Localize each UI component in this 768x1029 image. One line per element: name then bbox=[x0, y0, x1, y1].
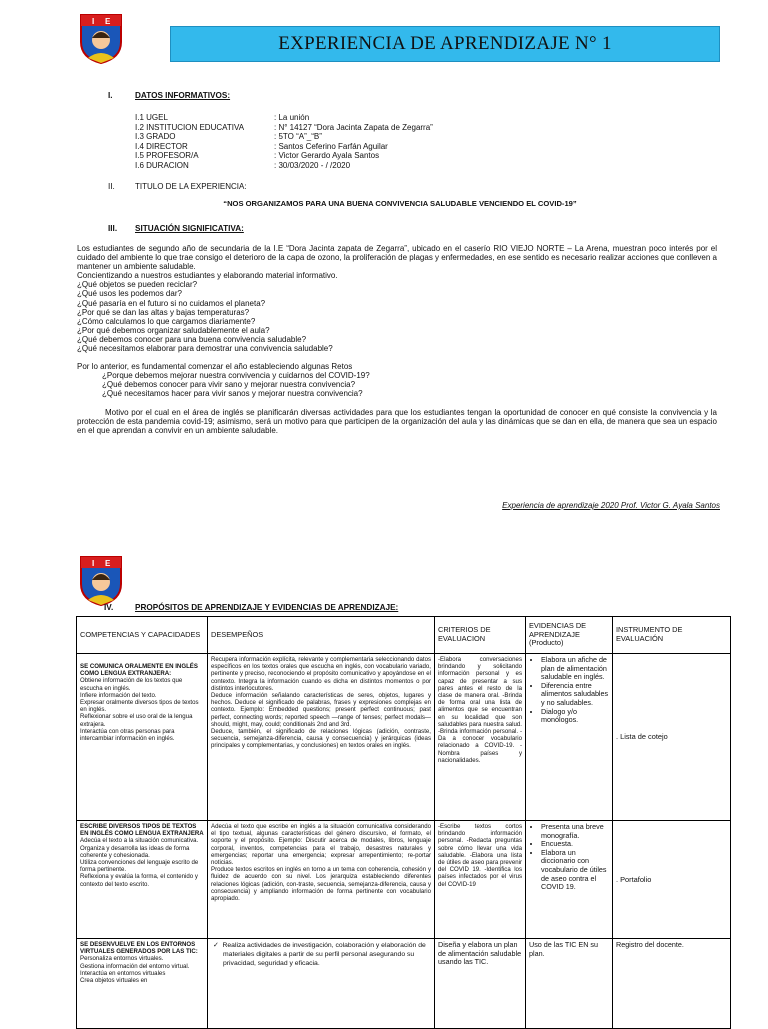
section-number: I. bbox=[108, 91, 113, 100]
evidencias-cell: Uso de las TIC EN su plan. bbox=[526, 939, 613, 1029]
desempenos-cell: Adecúa el texto que escribe en inglés a la situación comunicativa considerando el tipo textual, algunas características del género discursivo, el formato, el soporte y el propósito. Ejemplo: Discutir acerca de modales, libros, lenguaje corporal, inventos, competencias para el trabajo, desastres naturales y emergencias; reportar una emergencia; expresar arrepentimiento; re-portar noticias. Produce textos escritos en inglés en torno a un tema con coherencia, cohesión y fluidez de acuerdo con su nivel. Los jerarquiza estableciendo diferentes relaciones lógicas (adición, con-traste, secuencia, semejanza-diferencia, causa y consecuencia) y ampliando información de forma pertinente con vocabulario apropiado. bbox=[208, 821, 435, 939]
table-header-row bbox=[77, 617, 731, 654]
footer-credit: Experiencia de aprendizaje 2020 Prof. Victor G. Ayala Santos bbox=[502, 501, 720, 510]
criterios-cell: Diseña y elabora un plan de alimentación saludable usando las TIC. bbox=[435, 939, 526, 1029]
instrumento-cell: . Lista de cotejo bbox=[613, 654, 731, 821]
competence-cell: ESCRIBE DIVERSOS TIPOS DE TEXTOS EN INGLÉS COMO LENGUA EXTRANJERA Adecúa el texto a la situación comunicativa. Organiza y desarrolla las ideas de forma coherente y cohesionada. Utiliza convenciones del lenguaje escrito de forma pertinente. Reflexiona y evalúa la forma, el contenido y contexto del texto escrito. bbox=[77, 821, 208, 939]
situation-body bbox=[77, 244, 717, 435]
column-header: EVIDENCIAS DE APRENDIZAJE (Producto) bbox=[526, 617, 613, 654]
table-row bbox=[77, 654, 731, 821]
section-title-propositos: PROPÓSITOS DE APRENDIZAJE Y EVIDENCIAS DE APRENDIZAJE: bbox=[135, 603, 399, 612]
desempenos-cell: ✓ Realiza actividades de investigación, colaboración y elaboración de materiales digitales a partir de su perfil personal asegurando su privacidad, seguridad y eficacia. bbox=[208, 939, 435, 1029]
column-header: COMPETENCIAS Y CAPACIDADES bbox=[77, 617, 208, 654]
page-title: EXPERIENCIA DE APRENDIZAJE N° 1 bbox=[170, 26, 720, 62]
table-row bbox=[77, 821, 731, 939]
column-header: DESEMPEÑOS bbox=[208, 617, 435, 654]
column-header: CRITERIOS DE EVALUACION bbox=[435, 617, 526, 654]
situation-line: Concientizando a nuestros estudiantes y elaborando material informativo. bbox=[77, 271, 338, 281]
competence-cell: SE COMUNICA ORALMENTE EN INGLÉS COMO LENGUA EXTRANJERA: Obtiene información de los textos que escucha en inglés. Infiere información del texto. Expresar oralmente diversos tipos de textos en inglés. Reflexionar sobre el uso oral de la lengua extrajera. Interactúa con otras personas para intercambiar información en inglés. bbox=[77, 654, 208, 821]
info-row: I.3 GRADO : 5TO “A”_“B” bbox=[135, 132, 322, 142]
situation-question: ¿Qué pasaría en el futuro si no cuidamos el planeta? bbox=[77, 298, 266, 308]
reto: ¿Qué necesitamos hacer para vivir sanos y mejorar nuestra convivencia? bbox=[102, 389, 363, 399]
table-row bbox=[77, 939, 731, 1029]
situation-intro: Los estudiantes de segundo año de secundaria de la I.E “Dora Jacinta zapata de Zegarra”, ubicado en el caserío RIO VIEJO NORTE – La Arena, muestran poco interés por el cuidado del ambiente lo que trae consigo el deterioro de la capa de ozono, la proliferación de plagas y enfermedades, en ese sentido es necesario realizar acciones que conlleven a mantener un ambiente saludable. bbox=[77, 244, 717, 272]
svg-text:E: E bbox=[105, 559, 111, 568]
experience-title: “NOS ORGANIZAMOS PARA UNA BUENA CONVIVENCIA SALUDABLE VENCIENDO EL COVID-19” bbox=[223, 199, 577, 208]
retos-intro: Por lo anterior, es fundamental comenzar el año estableciendo algunas Retos bbox=[77, 362, 353, 372]
info-row: I.5 PROFESOR/A : Victor Gerardo Ayala Santos bbox=[135, 151, 380, 161]
motivo-paragraph: Motivo por el cual en el área de inglés se planificarán diversas actividades para que los estudiantes tengan la oportunidad de conocer en qué consiste la convivencia y la protección de esta pandemia covid-19; asimismo, será un motivo para que participen de la organización del aula y las dinámicas que se dan en ella, de manera que sea un espacio en el que aprendan a convivir en un ambiente saludable. bbox=[77, 407, 717, 435]
section-title-situacion: SITUACIÓN SIGNIFICATIVA: bbox=[135, 224, 244, 233]
info-list bbox=[135, 113, 495, 171]
evidencias-cell: • Elabora un afiche de plan de alimentación saludable en inglés. • Diferencia entre alimentos saludables y no saludables. • Dialogo y/o monólogos. bbox=[526, 654, 613, 821]
situation-question: ¿Cómo calculamos lo que cargamos diariamente? bbox=[77, 316, 256, 326]
situation-question: ¿Qué objetos se pueden reciclar? bbox=[77, 280, 198, 290]
reto: ¿Porque debemos mejorar nuestra convivencia y cuidarnos del COVID-19? bbox=[102, 371, 370, 381]
criterios-cell: -Elabora conversaciones brindando y solicitando información personal y es capaz de presentar a sus pares antes el resto de la clase de manera oral. -Brinda de forma oral una lista de alimentos que se encuentran en su localidad que son saludables para nuestra salud. -Brinda información personal. -Da a conocer vocabulario relacionado a COVID-19. -Nombra países y nacionalidades. bbox=[435, 654, 526, 821]
criterios-cell: -Escribe textos cortos brindando información personal. -Redacta preguntas sobre cómo llevar una vida saludable. -Elabora una lista de útiles de aseo para prevenir del COVID 19. -Identifica los países infectados por el virus del COVID-19 bbox=[435, 821, 526, 939]
section-number: III. bbox=[108, 224, 118, 233]
situation-question: ¿Qué debemos conocer para una buena convivencia saludable? bbox=[77, 334, 307, 344]
info-row: I.1 UGEL : La unión bbox=[135, 113, 310, 122]
checkmark-icon: ✓ bbox=[213, 942, 223, 949]
situation-question: ¿Qué usos les podemos dar? bbox=[77, 289, 182, 299]
school-logo bbox=[78, 554, 124, 606]
instrumento-cell: Registro del docente. bbox=[613, 939, 731, 1029]
svg-text:I: I bbox=[92, 559, 95, 568]
situation-question: ¿Por qué debemos organizar saludablemente el aula? bbox=[77, 325, 270, 335]
svg-text:I: I bbox=[92, 17, 95, 26]
school-logo bbox=[78, 12, 124, 64]
reto: ¿Qué debemos conocer para vivir sano y mejorar nuestra convivencia? bbox=[102, 380, 356, 390]
situation-question: ¿Qué necesitamos elaborar para demostrar una convivencia saludable? bbox=[77, 344, 333, 354]
section-title-titulo: TITULO DE LA EXPERIENCIA: bbox=[135, 182, 247, 191]
purposes-table bbox=[76, 616, 731, 1029]
column-header: INSTRUMENTO DE EVALUACIÓN bbox=[613, 617, 731, 654]
svg-text:E: E bbox=[105, 17, 111, 26]
competence-cell: SE DESENVUELVE EN LOS ENTORNOS VIRTUALES GENERADOS POR LAS TIC: Personaliza entornos virtuales. Gestiona información del entorno virtual. Interactúa en entornos virtuales Crea objetos virtuales en bbox=[77, 939, 208, 1029]
info-row: I.4 DIRECTOR : Santos Ceferino Farfán Aguilar bbox=[135, 141, 388, 151]
info-row: I.6 DURACION : 30/03/2020 - / /2020 bbox=[135, 160, 351, 170]
instrumento-cell: . Portafolio bbox=[613, 821, 731, 939]
situation-question: ¿Por qué se dan las altas y bajas temperaturas? bbox=[77, 307, 250, 317]
section-number: IV. bbox=[104, 603, 114, 612]
info-row: I.2 INSTITUCION EDUCATIVA : N° 14127 “Dora Jacinta Zapata de Zegarra” bbox=[135, 122, 433, 132]
section-title-datos: DATOS INFORMATIVOS: bbox=[135, 91, 231, 100]
evidencias-cell: • Presenta una breve monografía. • Encuesta. • Elabora un diccionario con vocabulario de útiles de aseo contra el COVID 19. bbox=[526, 821, 613, 939]
section-number: II. bbox=[108, 182, 115, 191]
desempenos-cell: Recupera información explícita, relevante y complementaria seleccionando datos específicos en los textos orales que escucha en inglés, con vocabulario variado, pertinente y preciso, reconociendo el propósito comunicativo y apoyándose en el contexto. Integra la información cuando es dicha en distintos momentos o por distintos interlocutores. Deduce información señalando características de seres, objetos, lugares y hechos. Deduce el significado de palabras, frases y expresiones complejas en contexto. Ejemplo: Embedded questions; present perfect continuous; past perfect, connecting words; reported speech —range of tenses; perfect modals—should, might, may, could; conditionals 2nd and 3rd. Deduce, también, el significado de relaciones lógicas (adición, contraste, secuencia, semejanza-diferencia, causa y consecuencia) y jerárquicas (ideas principales y complementarias, y conclusiones) en textos orales en inglés. bbox=[208, 654, 435, 821]
